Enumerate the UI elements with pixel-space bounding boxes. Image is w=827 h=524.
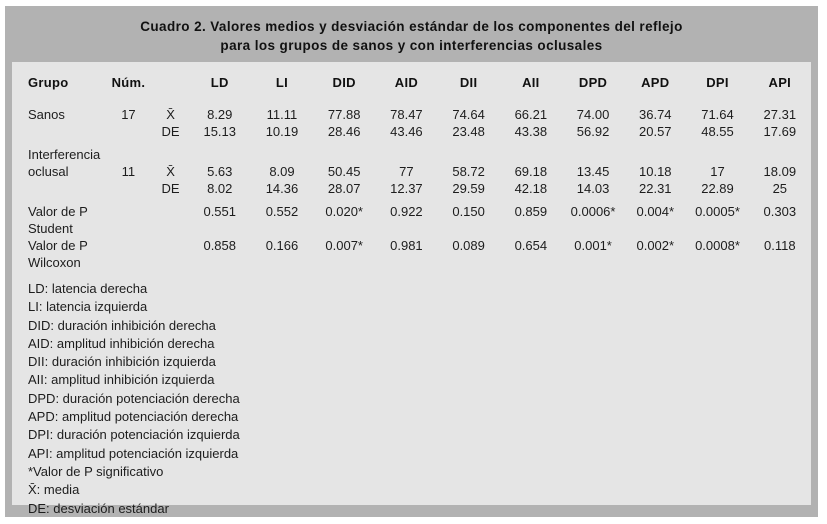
table-row-wilcoxon-label [12,254,811,271]
table-cell: 13.45 [576,164,610,179]
footnote-line: AII: amplitud inhibición izquierda [28,372,215,388]
table-cell: 0.001* [574,238,612,253]
table-cell [153,197,189,220]
table-row-oclusal-sd [12,180,811,197]
table-cell: 8.02 [207,181,233,196]
footnote-line: AID: amplitud inhibición derecha [28,335,215,351]
footnote-line: DE: desviación estándar [28,500,169,516]
table-cell: 0.002* [636,238,675,253]
table-cell: Valor de P [28,238,88,253]
table-cell [375,220,437,237]
table-cell: 11.11 [266,107,298,122]
table-cell: 66.21 [514,107,548,122]
table-cell: 5.63 [207,164,233,179]
table-cell [562,254,624,271]
table-cell [438,140,500,163]
footnote-line: LD: latencia derecha [28,281,148,296]
col-header-aii: AII [522,75,540,90]
col-header-dpd: DPD [578,75,608,90]
table-cell: 42.18 [514,181,548,196]
table-cell: 17 [710,164,725,179]
table-cell: 14.03 [576,181,610,196]
footnote-line: DPD: duración potenciación derecha [28,390,240,406]
table-cell: 11 [121,164,136,179]
table-cell [189,140,251,163]
footnote-line: APD: amplitud potenciación derecha [28,409,239,425]
table-cell: Student [28,221,73,236]
table-cell [313,140,375,163]
col-header-li: LI [275,75,289,90]
header-row [12,62,811,91]
footnote-line: API: amplitud potenciación izquierda [28,445,239,461]
table-row-oclusal-mean [12,163,811,180]
table-cell [438,220,500,237]
table-cell [500,254,562,271]
table-cell: 77.88 [327,107,361,122]
table-cell [104,220,152,237]
table-cell: 77 [399,164,414,179]
table-cell [375,140,437,163]
table-cell [153,237,189,254]
table-cell: 56.92 [576,124,610,139]
table-cell [500,140,562,163]
table-cell: 0.981 [390,238,423,253]
col-header-did: DID [332,75,356,90]
table-cell: 8.29 [207,107,233,122]
table-cell: 25 [772,181,788,196]
table-cell: 0.166 [265,238,299,253]
table-row-pvalue-wilcoxon [12,237,811,254]
table-cell: 74.64 [452,107,485,122]
table-cell: 23.48 [452,124,485,139]
table-cell [104,197,152,220]
table-cell [12,123,104,140]
table-cell [153,220,189,237]
col-header-dii: DII [459,75,478,90]
table-cell: 28.46 [327,124,361,139]
table-cell: 0.089 [452,238,485,253]
table-cell [313,220,375,237]
table-cell: 0.020* [325,204,363,219]
table-cell: 43.38 [514,124,548,139]
footnote-line: DPI: duración potenciación izquierda [28,427,240,443]
table-cell [251,140,313,163]
table-cell: 22.89 [701,181,734,196]
table-cell: 0.922 [390,204,423,219]
table-cell: 17.69 [763,124,797,139]
table-cell: 22.31 [639,181,672,196]
table-panel [5,6,818,517]
table-cell [562,220,624,237]
table-row-sanos-sd [12,123,811,140]
table-cell: 0.858 [203,238,237,253]
table-cell: 0.004* [636,204,675,219]
col-header-aid: AID [394,75,419,90]
table-cell [686,254,748,271]
col-header-grupo: Grupo [28,75,69,90]
table-cell: 28.07 [327,181,361,196]
table-cell [104,237,152,254]
footnote-line: X̄: media [28,482,80,498]
table-body-area [12,62,811,516]
table-cell [749,254,811,271]
table-cell [153,140,189,163]
table-cell [189,254,251,271]
table-cell [251,220,313,237]
table-title-line1: Cuadro 2. Valores medios y desviación estándar de los componentes del reflejo [140,19,683,34]
table-title [5,6,818,62]
table-cell: oclusal [28,164,69,179]
table-cell [251,254,313,271]
table-cell: Interferencia [28,147,101,162]
table-cell: 17 [121,107,136,122]
table-cell: Valor de P [28,204,88,219]
table-cell: DE [161,181,180,196]
table-cell: 0.0005* [695,204,740,219]
table-cell [153,254,189,271]
table-cell: 0.303 [763,204,797,219]
table-cell [104,180,152,197]
table-cell: 14.36 [265,181,299,196]
table-cell: 71.64 [701,107,734,122]
table-cell: X̄ [166,164,175,179]
col-header-ld: LD [210,75,229,90]
table-cell: 0.551 [203,204,237,219]
table-cell: 0.654 [514,238,548,253]
table-cell: 29.59 [452,181,485,196]
table-cell [624,220,686,237]
table-cell: X̄ [166,107,175,122]
table-cell [189,220,251,237]
table-cell: 0.552 [265,204,299,219]
footnote-line: DII: duración inhibición izquierda [28,354,216,370]
table-cell [624,254,686,271]
table-cell: 0.007* [325,238,363,253]
table-row-interferencia-label [12,140,811,163]
footnote-line: DID: duración inhibición derecha [28,317,216,333]
table-cell: 0.0006* [570,204,616,219]
table-cell: Sanos [28,107,65,122]
table-cell [104,254,152,271]
table-cell [749,140,811,163]
col-header-num: Núm. [111,75,146,90]
table-cell: Wilcoxon [28,255,81,270]
table-row-pvalue-student [12,197,811,220]
table-cell: 78.47 [390,107,423,122]
table-cell [375,254,437,271]
table-cell [12,180,104,197]
table-cell: 20.57 [639,124,672,139]
footnotes-block [12,280,811,518]
table-cell: 69.18 [514,164,548,179]
table-cell [104,140,152,163]
data-table [12,62,811,271]
table-cell: 58.72 [452,164,485,179]
table-cell: 15.13 [203,124,237,139]
table-cell [686,220,748,237]
table-cell: 10.19 [265,124,299,139]
table-cell: 12.37 [390,181,423,196]
table-cell: 43.46 [390,124,423,139]
table-cell [686,140,748,163]
footnote-line: *Valor de P significativo [28,463,164,479]
table-row-sanos-mean [12,91,811,123]
table-cell [624,140,686,163]
table-cell: 36.74 [639,107,672,122]
col-header-stat [153,62,189,91]
table-cell: 74.00 [576,107,610,122]
table-cell [313,254,375,271]
table-cell: 18.09 [763,164,797,179]
table-cell: 0.859 [514,204,548,219]
table-cell: 0.118 [764,238,796,253]
col-header-api: API [768,75,792,90]
table-cell [500,220,562,237]
table-title-line2: para los grupos de sanos y con interferencias oclusales [220,38,603,53]
table-cell: 0.150 [452,204,485,219]
table-cell [562,140,624,163]
table-cell: DE [161,124,180,139]
table-cell: 0.0008* [695,238,740,253]
col-header-apd: APD [641,75,670,90]
table-cell: 48.55 [701,124,734,139]
table-cell: 50.45 [327,164,361,179]
table-cell [749,220,811,237]
table-cell: 27.31 [763,107,797,122]
table-row-student-label [12,220,811,237]
col-header-dpi: DPI [706,75,729,90]
footnote-line: LI: latencia izquierda [28,299,148,315]
table-cell [104,123,152,140]
table-cell: 10.18 [639,164,672,179]
table-cell [438,254,500,271]
table-cell: 8.09 [269,164,295,179]
